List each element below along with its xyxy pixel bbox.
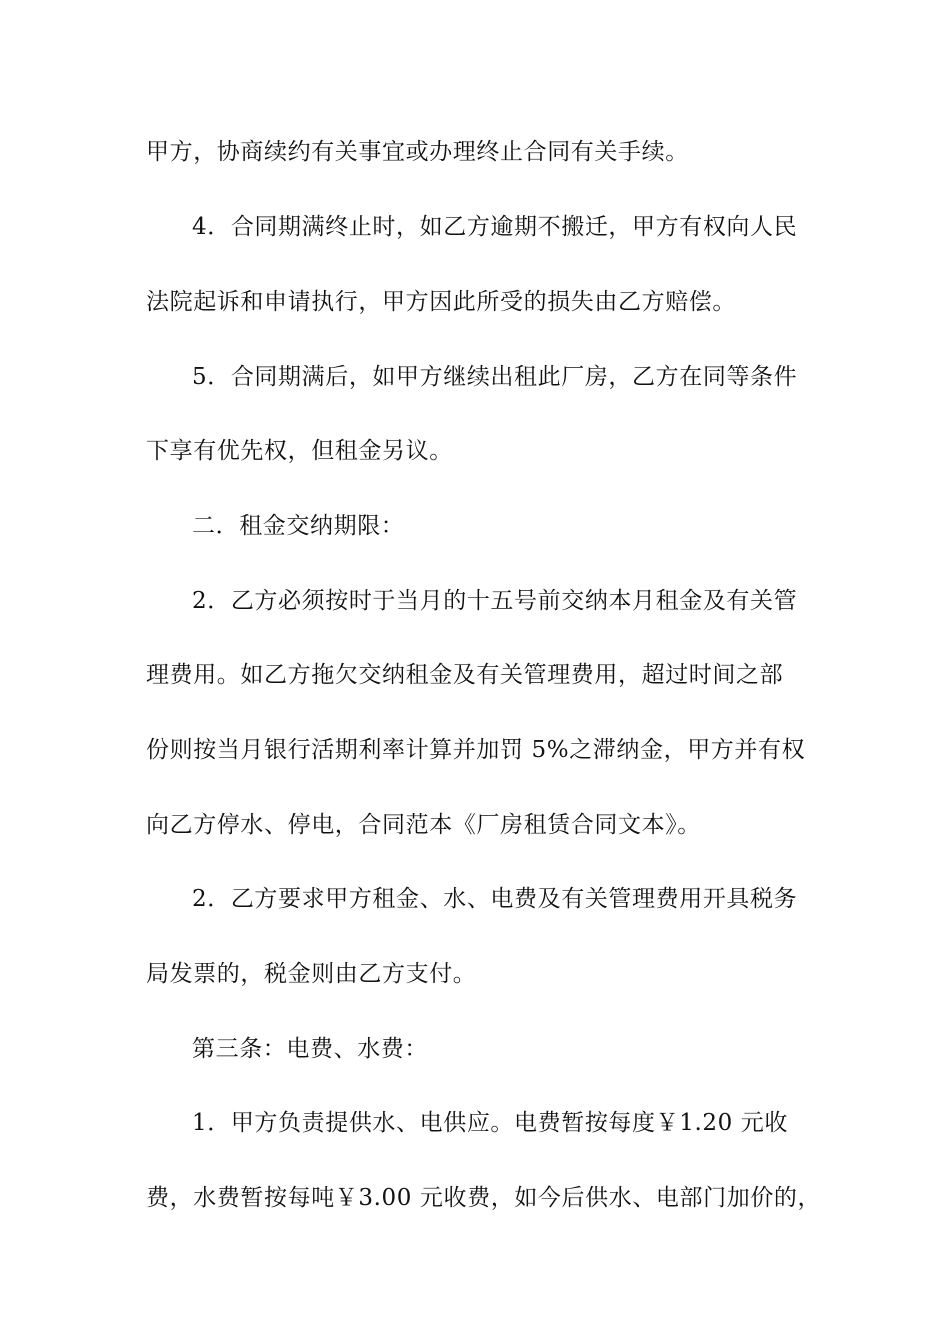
text-line: 理费用。如乙方拖欠交纳租金及有关管理费用，超过时间之部: [146, 662, 784, 688]
text-line: 局发票的，税金则由乙方支付。: [146, 961, 477, 987]
section-heading: 二．租金交纳期限：: [192, 513, 405, 539]
text-line: 费，水费暂按每吨￥3.00 元收费，如今后供水、电部门加价的，: [146, 1185, 822, 1211]
text-line: 甲方，协商续约有关事宜或办理终止合同有关手续。: [146, 139, 689, 165]
text-line: 2．乙方要求甲方租金、水、电费及有关管理费用开具税务: [192, 886, 798, 912]
text-line: 向乙方停水、停电，合同范本《厂房租赁合同文本》。: [146, 812, 701, 838]
text-line: 5．合同期满后，如甲方继续出租此厂房，乙方在同等条件: [192, 364, 798, 390]
text-line: 2．乙方必须按时于当月的十五号前交纳本月租金及有关管: [192, 588, 798, 614]
text-line: 1．甲方负责提供水、电供应。电费暂按每度￥1.20 元收: [192, 1110, 788, 1136]
text-line: 下享有优先权，但租金另议。: [146, 438, 453, 464]
text-line: 份则按当月银行活期利率计算并加罚 5%之滞纳金，甲方并有权: [146, 737, 806, 763]
text-line: 法院起诉和申请执行，甲方因此所受的损失由乙方赔偿。: [146, 289, 736, 315]
section-heading: 第三条：电费、水费：: [192, 1036, 428, 1062]
text-line: 4．合同期满终止时，如乙方逾期不搬迁，甲方有权向人民: [192, 214, 798, 240]
